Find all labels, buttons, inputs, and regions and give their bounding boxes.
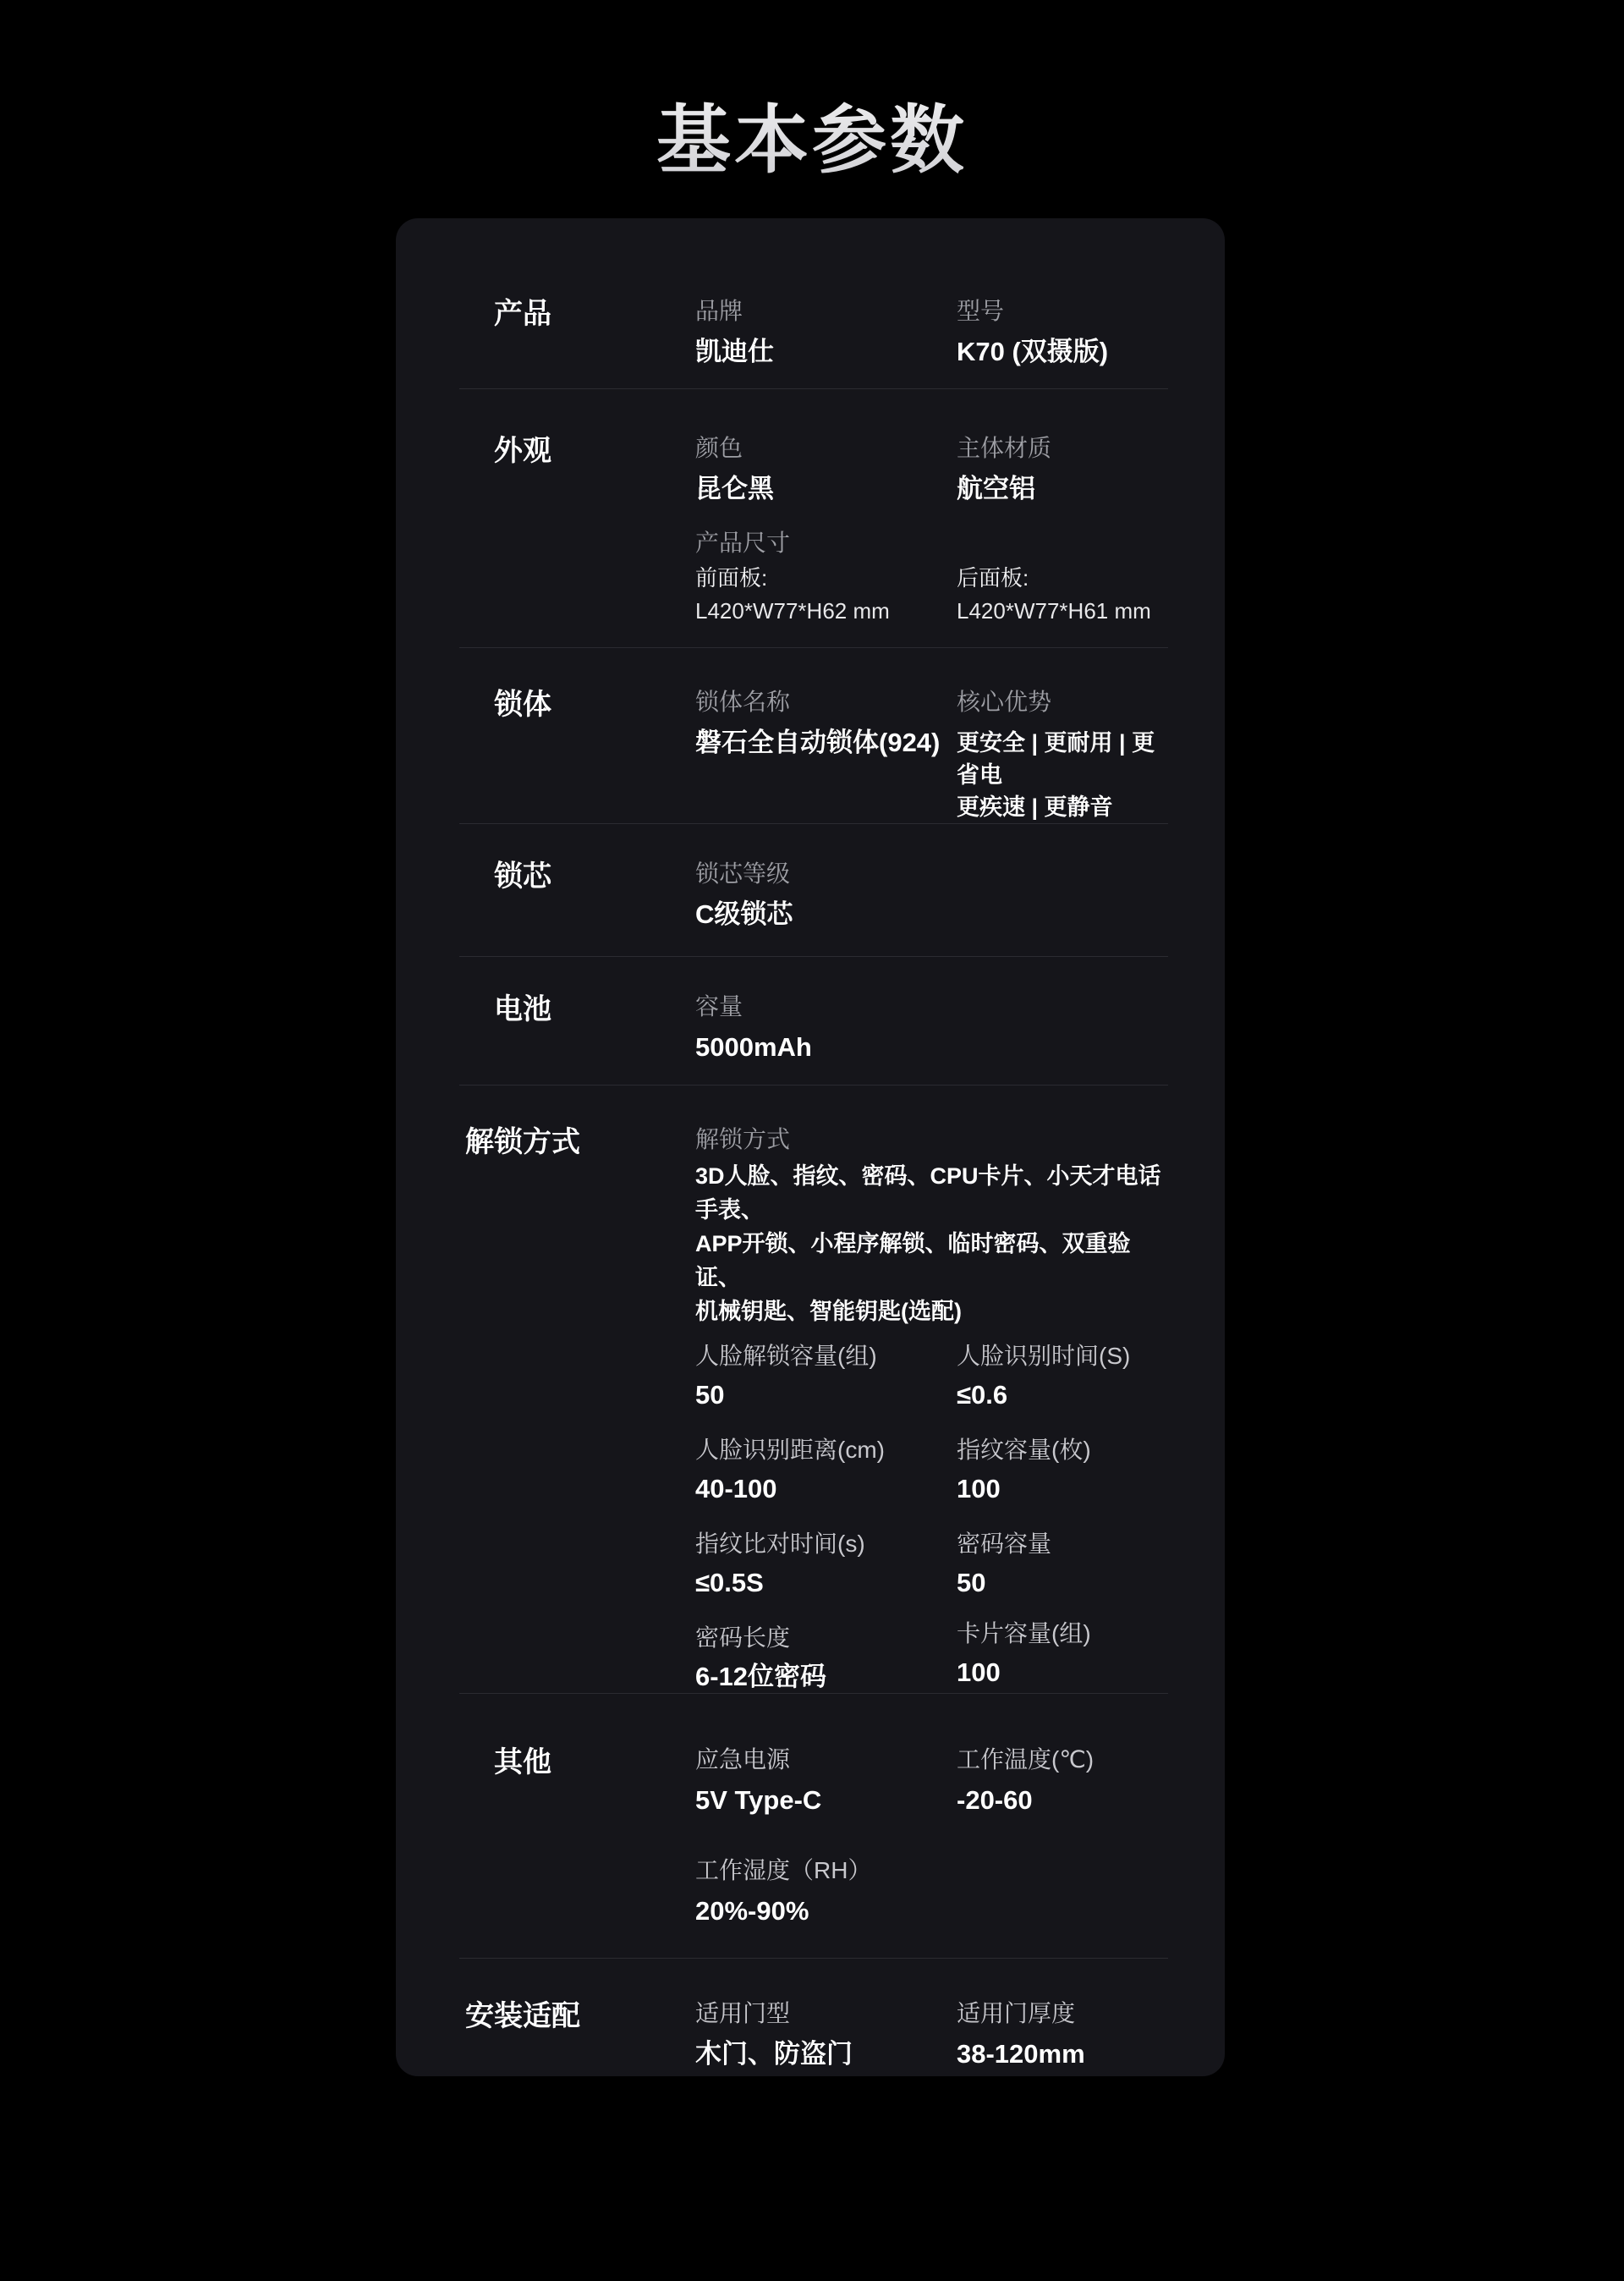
field-value: ≤0.6 [957,1380,1008,1410]
field-face-distance [695,1435,957,1506]
field-material [957,433,1168,506]
section-body [695,1124,1168,1693]
field-label: 密码长度 [695,1624,791,1651]
field-pair-row [695,1855,1168,1928]
field-label: 前面板: [695,564,768,591]
field-pair-row [695,1529,1168,1600]
unlock-spec-grid [695,1341,1168,1693]
field-password-capacity [957,1529,1168,1600]
field-working-humidity [695,1855,1168,1928]
field-label: 颜色 [695,435,743,461]
field-value-line: 更疾速 | 更静音 [957,794,1113,821]
field-emergency-power [695,1745,957,1817]
field-pair-row [695,1998,1168,2071]
spec-card [396,218,1225,2076]
field-label: 主体材质 [957,435,1052,461]
field-value: 磐石全自动锁体(924) [695,728,941,758]
field-value: 50 [957,1567,986,1597]
field-value-line: 更安全 | 更耐用 | 更省电 [957,730,1155,789]
section-body [695,1998,1168,2134]
field-pair-row [695,1435,1168,1506]
field-value: 5V Type-C [695,1785,822,1816]
unlock-methods-line: APP开锁、小程序解锁、临时密码、双重验证、 [695,1231,1131,1291]
field-label: 解锁方式 [695,1126,791,1153]
field-door-thickness [957,1998,1168,2071]
field-back-panel-size [957,564,1168,626]
section-label: 其他 [494,1746,551,1779]
section-cylinder [459,824,1168,957]
field-cylinder-grade [695,859,1168,932]
field-brand [695,296,957,369]
field-working-temperature [957,1745,1168,1817]
field-value: 昆仑黑 [695,474,774,503]
unlock-methods-block [695,1124,1168,1328]
field-lock-body-name [695,687,957,823]
field-label: 容量 [695,993,743,1020]
field-color [695,433,957,506]
section-installation [459,1959,1168,2134]
field-label: 产品尺寸 [695,529,791,556]
field-value: -20-60 [957,1785,1033,1816]
section-label: 电池 [494,993,551,1026]
field-label: 卡片容量(组) [957,1619,1091,1646]
section-body [695,687,1168,823]
field-value: 38-120mm [957,2039,1085,2069]
section-label: 解锁方式 [465,1126,580,1159]
field-value: 20%-90% [695,1896,809,1926]
field-pair-row [695,1619,1168,1694]
section-body [695,433,1168,647]
field-pair-row [695,1341,1168,1412]
section-label: 安装适配 [465,2000,580,2033]
field-pair-row [695,687,1168,823]
field-label: 人脸识别距离(cm) [695,1437,885,1464]
field-face-capacity [695,1341,957,1412]
section-body [695,859,1168,956]
field-label: 锁体名称 [695,689,791,716]
field-label: 工作温度(℃) [957,1746,1095,1773]
field-password-length [695,1623,957,1694]
field-value: 40-100 [695,1474,777,1504]
field-pair-row [695,433,1168,506]
field-face-recognition-time [957,1341,1168,1412]
field-value: L420*W77*H62 mm [695,597,890,624]
section-body [695,1745,1168,1958]
field-front-panel-size [695,564,957,626]
field-value: 木门、防盗门 [695,2039,853,2069]
section-battery [459,957,1168,1086]
field-fingerprint-match-time [695,1529,957,1600]
section-label: 锁体 [494,689,551,722]
field-label: 锁芯等级 [695,860,791,888]
unlock-methods-line: 机械钥匙、智能钥匙(选配) [695,1299,962,1325]
field-value: 6-12位密码 [695,1661,827,1691]
section-label: 产品 [494,298,551,330]
field-label: 核心优势 [957,689,1052,716]
field-value: 航空铝 [957,474,1035,503]
field-pair-row [695,992,1168,1064]
field-label: 指纹容量(枚) [957,1437,1091,1464]
field-label: 人脸识别时间(S) [957,1343,1131,1370]
section-product [459,218,1168,389]
field-value: C级锁芯 [695,899,793,930]
field-card-capacity [957,1619,1168,1694]
field-value: 100 [957,1474,1001,1504]
field-battery-capacity [695,992,1168,1064]
field-value: L420*W77*H61 mm [957,597,1151,624]
section-others [459,1694,1168,1959]
section-appearance [459,389,1168,648]
field-core-advantages [957,687,1168,823]
field-label: 适用门型 [695,2000,791,2027]
field-pair-row [695,564,1168,626]
field-value: 5000mAh [695,1032,812,1063]
field-label: 密码容量 [957,1530,1052,1557]
section-label: 外观 [494,435,551,467]
field-label: 指纹比对时间(s) [695,1530,865,1557]
field-fingerprint-capacity [957,1435,1168,1506]
field-value: ≤0.5S [695,1567,764,1597]
section-label: 锁芯 [494,860,551,893]
field-label: 工作湿度（RH） [695,1857,872,1884]
section-lock-body [459,648,1168,824]
field-label: 人脸解锁容量(组) [695,1343,877,1370]
field-label: 应急电源 [695,1746,791,1773]
field-pair-row [695,1745,1168,1817]
field-label: 后面板: [957,564,1029,591]
field-pair-row [695,296,1168,369]
field-label: 型号 [957,298,1005,324]
field-value: 凯迪仕 [695,337,774,366]
product-size-block [695,528,1168,626]
field-model [957,296,1168,369]
unlock-methods-line: 3D人脸、指纹、密码、CPU卡片、小天才电话手表、 [695,1163,1161,1223]
field-label: 品牌 [695,298,743,324]
field-pair-row [695,859,1168,932]
field-value: K70 (双摄版) [957,337,1109,366]
field-value: 100 [957,1657,1001,1687]
section-unlock-methods [459,1086,1168,1694]
field-door-type [695,1998,957,2071]
page-title: 基本参数 [0,0,1624,188]
field-value: 50 [695,1380,725,1410]
section-body [695,296,1168,388]
section-body [695,992,1168,1085]
field-label: 适用门厚度 [957,2000,1076,2027]
